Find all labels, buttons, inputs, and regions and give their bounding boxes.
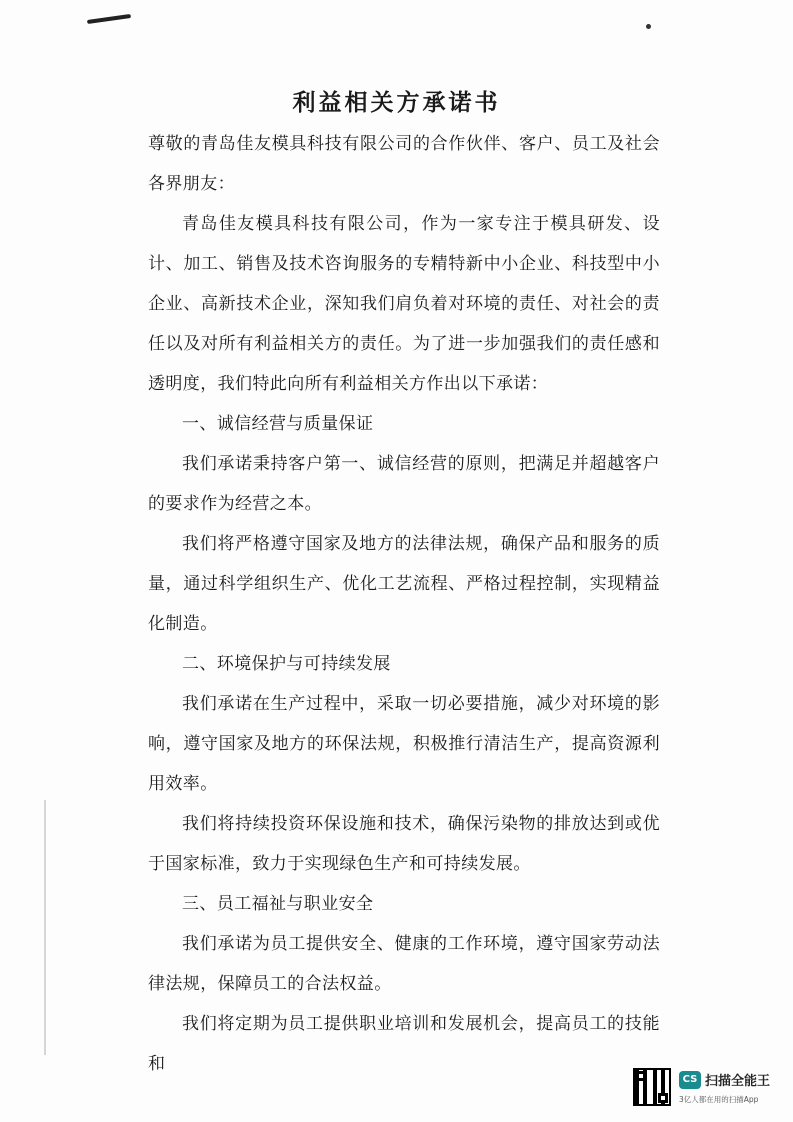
document-title: 利益相关方承诺书 <box>292 89 501 116</box>
salutation: 尊敬的青岛佳友模具科技有限公司的合作伙伴、客户、员工及社会各界朋友： <box>148 134 660 194</box>
section-paragraph: 我们将持续投资环保设施和技术，确保污染物的排放达到或优于国家标准，致力于实现绿色生产和可持续发展。 <box>148 814 660 874</box>
section-paragraph: 我们承诺秉持客户第一、诚信经营的原则，把满足并超越客户的要求作为经营之本。 <box>148 454 660 514</box>
qr-code-icon <box>633 1068 671 1106</box>
camscanner-watermark <box>633 1068 783 1110</box>
intro-paragraph: 青岛佳友模具科技有限公司，作为一家专注于模具研发、设计、加工、销售及技术咨询服务的专精特新中小企业、科技型中小企业、高新技术企业，深知我们肩负着对环境的责任、对社会的责任以及对所有利益相关方的责任。为了进一步加强我们的责任感和透明度，我们特此向所有利益相关方作出以下承诺： <box>148 214 660 394</box>
scan-mark <box>87 14 131 24</box>
document-body <box>148 124 660 1084</box>
section-paragraph: 我们承诺为员工提供安全、健康的工作环境，遵守国家劳动法律法规，保障员工的合法权益。 <box>148 934 660 994</box>
section-paragraph: 我们将严格遵守国家及地方的法律法规，确保产品和服务的质量，通过科学组织生产、优化工艺流程、严格过程控制，实现精益化制造。 <box>148 534 660 634</box>
scan-edge <box>44 800 46 1055</box>
section-paragraph: 我们承诺在生产过程中，采取一切必要措施，减少对环境的影响，遵守国家及地方的环保法规，积极推行清洁生产，提高资源利用效率。 <box>148 694 660 794</box>
brand-tagline: 3亿人都在用的扫描App <box>679 1095 759 1104</box>
section-heading: 三、员工福祉与职业安全 <box>182 894 374 914</box>
scan-dot <box>646 24 651 29</box>
section-heading: 一、诚信经营与质量保证 <box>182 414 374 434</box>
camscanner-logo: CS <box>679 1071 701 1089</box>
section-paragraph: 我们将定期为员工提供职业培训和发展机会，提高员工的技能和 <box>148 1014 660 1074</box>
brand-name: 扫描全能王 <box>705 1074 771 1089</box>
section-heading: 二、环境保护与可持续发展 <box>182 654 391 674</box>
